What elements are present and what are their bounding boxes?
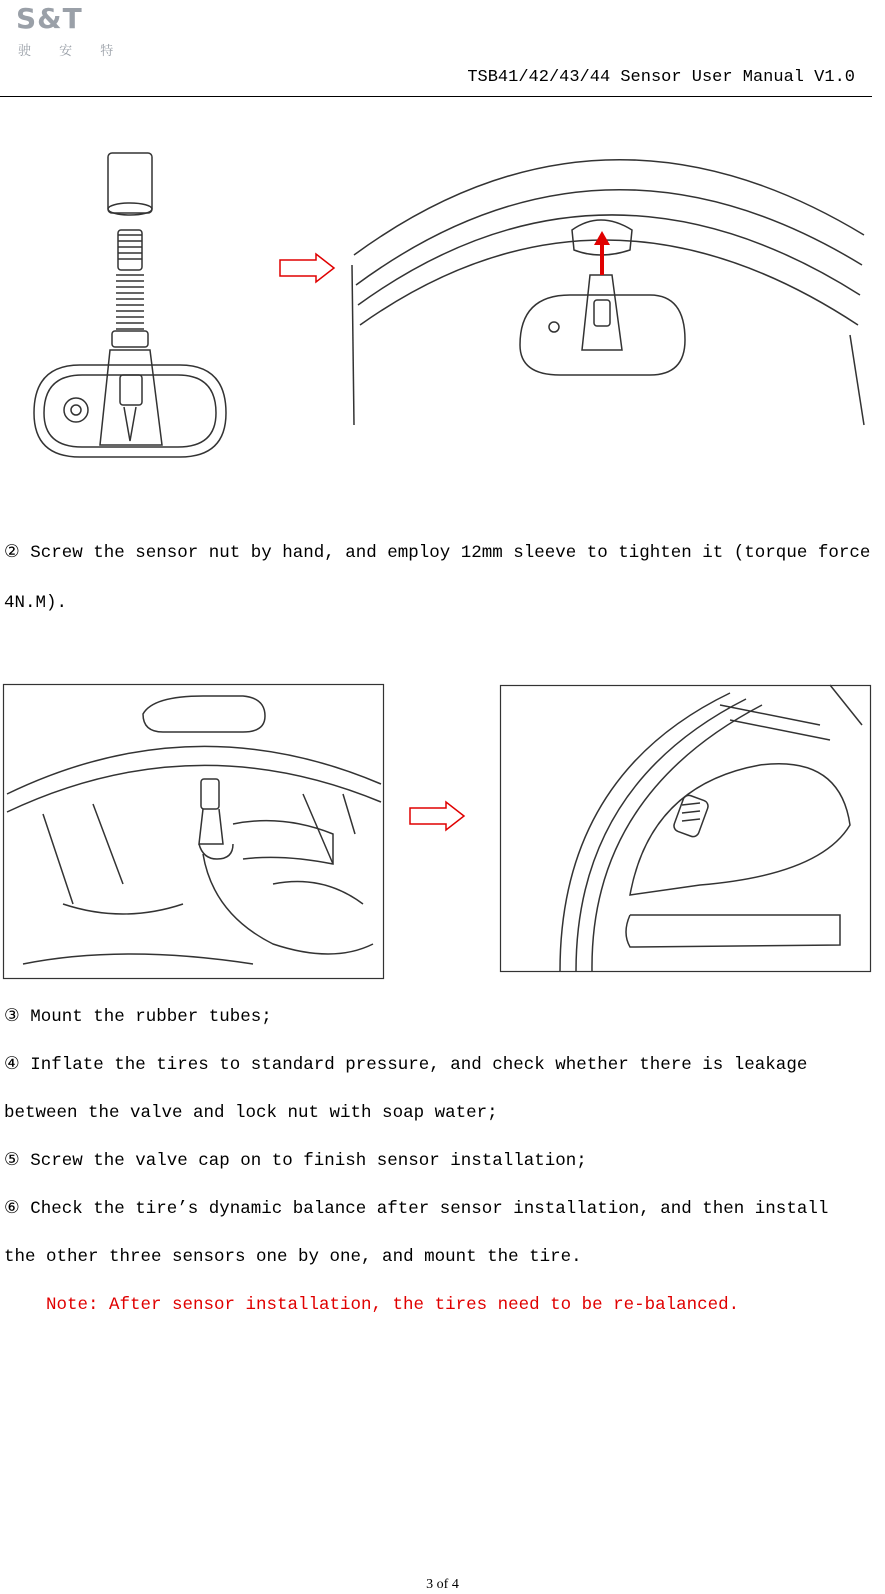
step-6-line-2: the other three sensors one by one, and mount the tire. — [4, 1247, 582, 1267]
sensor-illustration — [30, 145, 230, 465]
arrow-right-icon — [278, 252, 336, 284]
rebalance-note: Note: After sensor installation, the tires need to be re-balanced. — [46, 1295, 740, 1315]
rim-sensor-illustration — [350, 135, 870, 425]
hand-tightening-illustration — [3, 684, 385, 980]
logo: S&T — [16, 2, 83, 35]
step-2-line-1: ② Screw the sensor nut by hand, and employ 12mm sleeve to tighten it (torque force — [4, 543, 871, 563]
page-header-title: TSB41/42/43/44 Sensor User Manual V1.0 — [467, 68, 855, 87]
step-2-line-2: 4N.M). — [4, 593, 68, 613]
step-6-line-1: ⑥ Check the tire’s dynamic balance after sensor installation, and then install — [4, 1199, 829, 1219]
step-3: ③ Mount the rubber tubes; — [4, 1007, 272, 1027]
step-5: ⑤ Screw the valve cap on to finish sensor installation; — [4, 1151, 587, 1171]
arrow-right-icon — [408, 800, 466, 832]
step-4-line-1: ④ Inflate the tires to standard pressure, and check whether there is leakage — [4, 1055, 808, 1075]
header-divider — [0, 96, 872, 97]
page-number: 3 of 4 — [426, 1577, 459, 1592]
installed-valve-illustration — [500, 685, 872, 973]
logo-subtitle: 驶 安 特 — [18, 44, 126, 59]
step-4-line-2: between the valve and lock nut with soap water; — [4, 1103, 498, 1123]
